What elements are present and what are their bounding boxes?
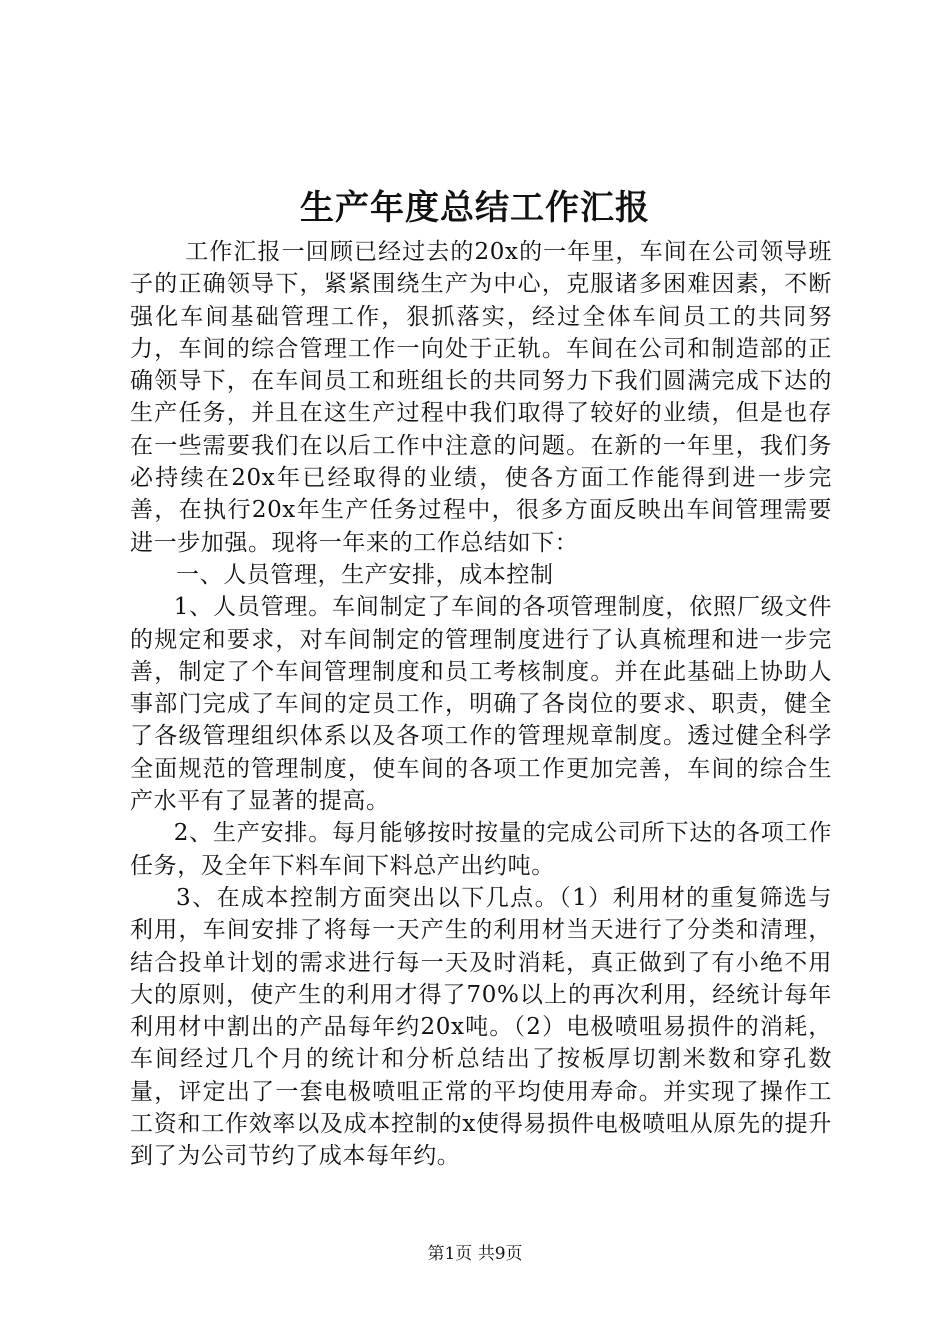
- section-heading-1: 一、人员管理，生产安排，成本控制: [176, 561, 554, 588]
- intro-paragraph: 工作汇报一回顾已经过去的20x的一年里，车间在公司领导班子的正确领导下，紧紧围绕生产为中心，克服诸多困难因素，不断强化车间基础管理工作，狠抓落实，经过全体车间员工的共同努力，车间的综合管理工作一向处于正轨。车间在公司和制造部的正确领导下，在车间员工和班组长的共同努力下我们圆满完成下达的生产任务，并且在这生产过程中我们取得了较好的业绩，但是也存在一些需要我们在以后工作中注意的问题。在新的一年里，我们务必持续在20x年已经取得的业绩，使各方面工作能得到进一步完善，在执行20x年生产任务过程中，很多方面反映出车间管理需要进一步加强。现将一年来的工作总结如下：: [130, 239, 832, 556]
- document-title: 生产年度总结工作汇报: [300, 188, 650, 228]
- paragraph-cost-control: 3、在成本控制方面突出以下几点。（1）利用材的重复筛选与利用，车间安排了将每一天产生的利用材当天进行了分类和清理，结合投单计划的需求进行每一天及时消耗，真正做到了有小绝不用大的原则，使产生的利用才得了70%以上的再次利用，经统计每年利用材中割出的产品每年约20x吨。（2）电极喷咀易损件的消耗，车间经过几个月的统计和分析总结出了按板厚切割米数和穿孔数量，评定出了一套电极喷咀正常的平均使用寿命。并实现了操作工工资和工作效率以及成本控制的x使得易损件电极喷咀从原先的提升到了为公司节约了成本每年约。: [130, 884, 832, 1170]
- document-body: [130, 236, 832, 1173]
- page-footer: 第1页 共9页: [427, 1244, 523, 1264]
- paragraph-production-arrangement: 2、生产安排。每月能够按时按量的完成公司所下达的各项工作任务，及全年下料车间下料总产出约吨。: [130, 820, 832, 879]
- paragraph-personnel-management: 1、人员管理。车间制定了车间的各项管理制度，依照厂级文件的规定和要求，对车间制定的管理制度进行了认真梳理和进一步完善，制定了个车间管理制度和员工考核制度。并在此基础上协助人事部门完成了车间的定员工作，明确了各岗位的要求、职责，健全了各级管理组织体系以及各项工作的管理规章制度。透过健全科学全面规范的管理制度，使车间的各项工作更加完善，车间的综合生产水平有了显著的提高。: [130, 594, 832, 815]
